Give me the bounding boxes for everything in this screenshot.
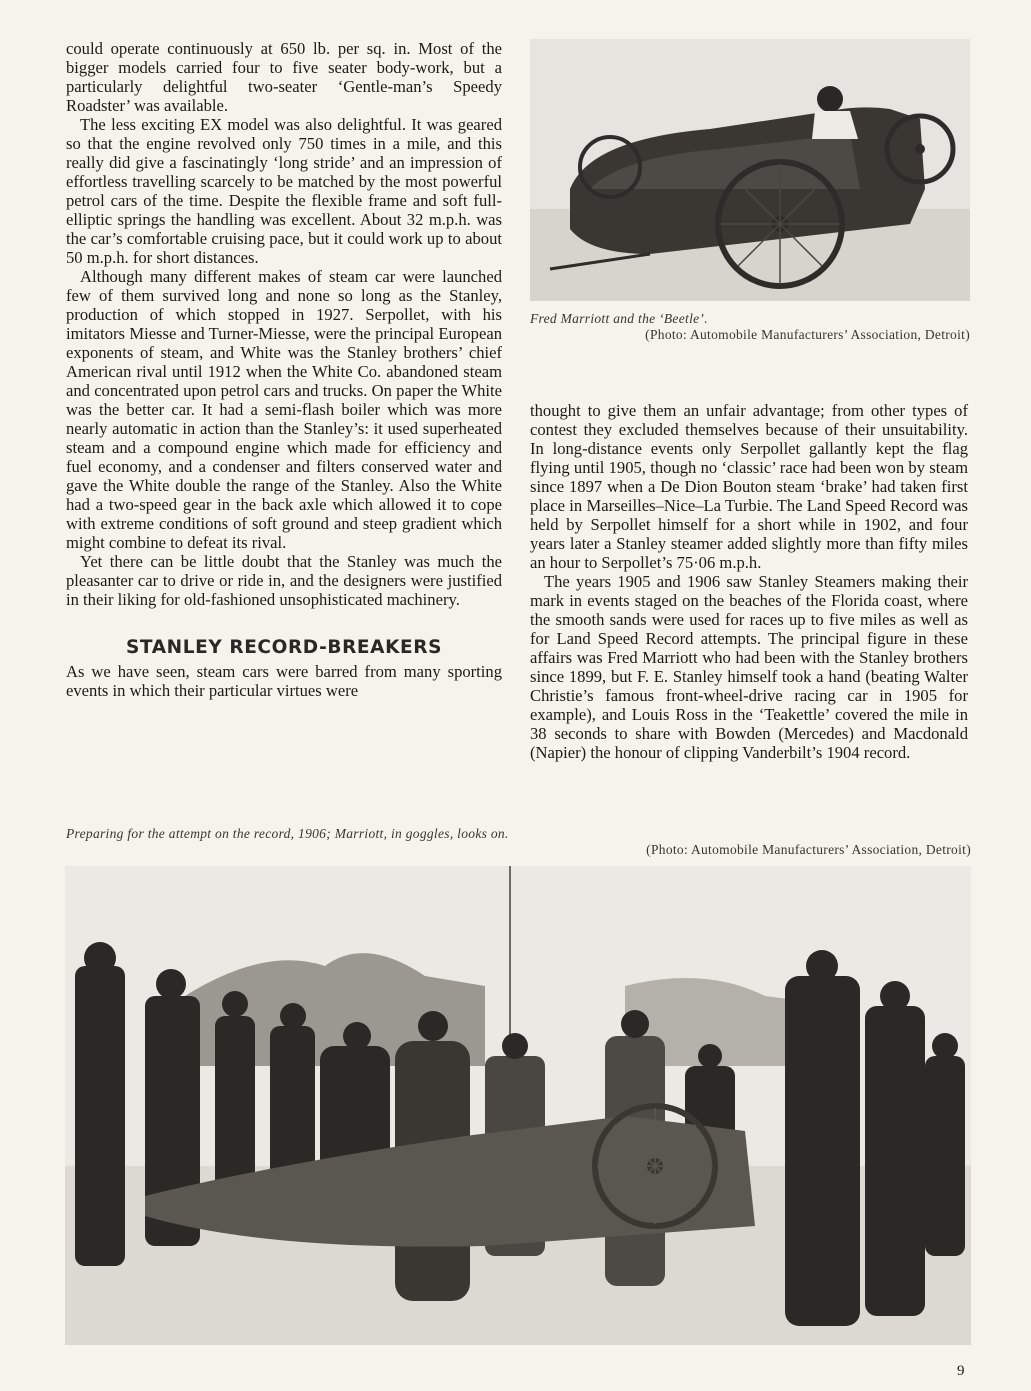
body-paragraph: Although many different makes of steam car were launched few of them survived long and none so long as the Stanley, production of which stopped in 1927. Serpollet, with his imitators Miesse and Turner-Miesse, were the principal European exponents of steam, and White was the Stanley brothers’ chief American rival until 1912 when the White Co. abandoned steam and concentrated upon petrol cars and trucks. On paper the White was the better car. It had a semi-flash boiler which was more nearly automatic in action than the Stanley’s: it used superheated steam and a compound engine which made for efficiency and fuel economy, and a condenser and filters conserved water and gave the White double the range of the Stanley. Also the White had a two-speed gear in the back axle which allowed it to cope with extreme conditions of soft ground and steep gradient which might combine to defeat its rival. xyxy=(66,267,502,552)
photo-credit: (Photo: Automobile Manufacturers’ Association, Detroit) xyxy=(645,327,970,342)
caption-text: Fred Marriott and the ‘Beetle’. xyxy=(530,311,708,326)
beetle-car-photo xyxy=(530,39,970,301)
section-heading: STANLEY RECORD-BREAKERS xyxy=(125,637,443,658)
body-paragraph: could operate continuously at 650 lb. per sq. in. Most of the bigger models carried four to five seater body-work, but a particularly delightful two-seater ‘Gentle-man’s Speedy Roadster’ was available. xyxy=(66,39,502,115)
page-number: 9 xyxy=(957,1363,965,1379)
body-paragraph: thought to give them an unfair advantage; from other types of contest they excluded themselves because of their unsuitability. In long-distance events only Serpollet gallantly kept the flag flying until 1905, though no ‘classic’ race had been won by steam since 1897 when a De Dion Bouton steam ‘brake’ had taken first place in Marseilles–Nice–La Turbie. The Land Speed Record was held by Serpollet himself for a short while in 1902, and four years later a Stanley steamer added slightly more than fifty miles an hour to Serpollet’s 75·06 m.p.h. xyxy=(530,401,968,572)
caption-text: Preparing for the attempt on the record, 1906; Marriott, in goggles, looks on. xyxy=(66,826,509,841)
body-paragraph: The years 1905 and 1906 saw Stanley Steamers making their mark in events staged on the beaches of the Florida coast, where the smooth sands were used for races up to five miles as well as for Land Speed Record attempts. The principal figure in these affairs was Fred Marriott who had been with the Stanley brothers since 1899, but F. E. Stanley himself took a hand (beating Walter Christie’s famous front-wheel-drive racing car in 1905 for example), and Louis Ross in the ‘Teakettle’ covered the mile in 38 seconds to share with Bowden (Mercedes) and Macdonald (Napier) the honour of clipping Vanderbilt’s 1904 record. xyxy=(530,572,968,762)
beach-photo-caption xyxy=(66,826,971,858)
left-text-column xyxy=(66,39,502,700)
body-paragraph: As we have seen, steam cars were barred from many sporting events in which their particular virtues were xyxy=(66,662,502,700)
right-text-column xyxy=(530,401,968,762)
photo-credit: (Photo: Automobile Manufacturers’ Association, Detroit) xyxy=(646,842,971,857)
record-attempt-photo xyxy=(65,866,971,1345)
beetle-photo-caption xyxy=(530,311,970,343)
body-paragraph: Yet there can be little doubt that the Stanley was much the pleasanter car to drive or ride in, and the designers were justified in their liking for old-fashioned unsophisticated machinery. xyxy=(66,552,502,609)
body-paragraph: The less exciting EX model was also delightful. It was geared so that the engine revolved only 750 times in a mile, and this really did give a fascinatingly ‘long stride’ and an impression of effortless travelling scarcely to be matched by the most powerful petrol cars of the time. Despite the flexible frame and soft full-elliptic springs the handling was excellent. About 32 m.p.h. was the car’s comfortable cruising pace, but it could work up to about 50 m.p.h. for short distances. xyxy=(66,115,502,267)
